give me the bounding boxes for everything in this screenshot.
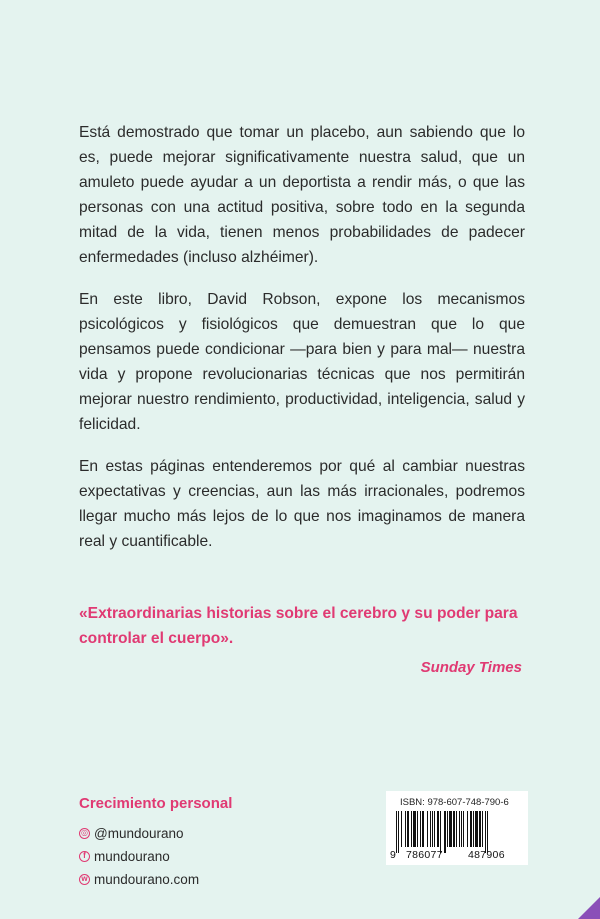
social-web-text: mundourano.com [94,871,200,887]
social-facebook-text: mundourano [94,848,170,864]
instagram-icon: ◎ [79,828,90,839]
social-facebook[interactable] [79,846,199,866]
synopsis [79,120,525,571]
review-quote: «Extraordinarias historias sobre el cerebro y su poder para controlar el cuerpo». [79,605,518,647]
web-icon: w [79,874,90,885]
synopsis-paragraph-2: En este libro, David Robson, expone los mecanismos psicológicos y fisiológicos que demuestran que lo que pensamos puede condicionar —para bien y para mal— nuestra vida y propone revolucionarias técnicas que nos permitirán mejorar nuestro rendimiento, productividad, inteligencia, salud y felicidad. [79,291,525,433]
barcode-digits-left: 786077 [406,849,443,861]
book-category: Crecimiento personal [79,795,233,812]
facebook-icon: f [79,851,90,862]
isbn-barcode [386,791,528,865]
social-instagram[interactable] [79,823,199,843]
social-instagram-text: @mundourano [94,825,184,841]
corner-triangle [578,897,600,919]
synopsis-paragraph-3: En estas páginas entenderemos por qué al cambiar nuestras expectativas y creencias, aun las más irracionales, podremos llegar mucho más lejos de lo que nos imaginamos de manera real y cuantificable. [79,458,525,550]
synopsis-paragraph-1: Está demostrado que tomar un placebo, aun sabiendo que lo es, puede mejorar significativamente nuestra salud, que un amuleto puede ayudar a un deportista a rendir más, o que las personas con una actitud positiva, sobre todo en la segunda mitad de la vida, tienen menos probabilidades de padecer enfermedades (incluso alzhéimer). [79,124,525,266]
barcode-digit-first: 9 [390,849,397,861]
social-links [79,823,199,892]
social-web[interactable] [79,869,199,889]
isbn-label: ISBN: 978-607-748-790-6 [400,797,509,808]
review-source: Sunday Times [420,659,522,676]
barcode-digits-right: 487906 [468,849,505,861]
